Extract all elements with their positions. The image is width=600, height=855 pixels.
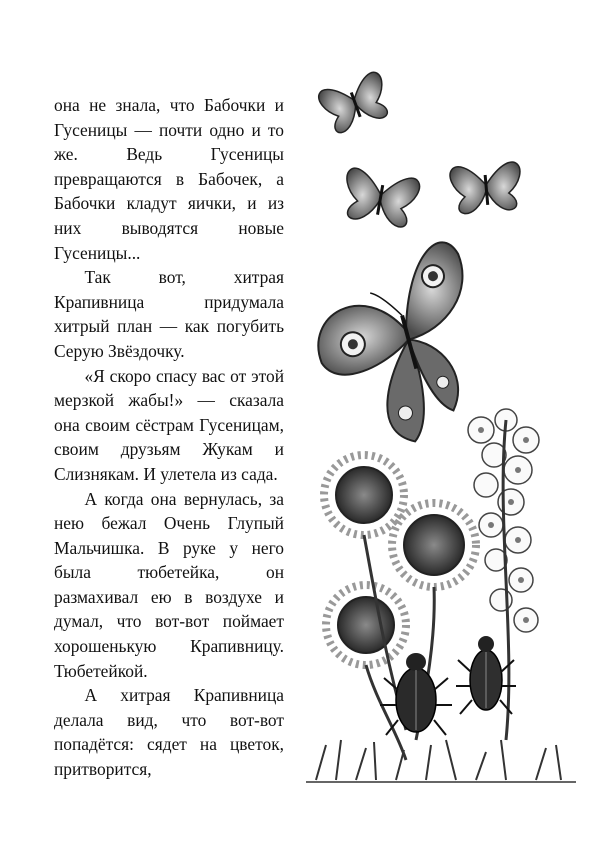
illustration-drawing [296, 40, 586, 800]
dark-flower-3 [326, 585, 406, 665]
butterfly-small-3 [449, 161, 523, 214]
butterfly-small-2 [340, 167, 421, 229]
illustration [296, 40, 586, 800]
paragraph-3: «Я скоро спасу вас от этой мерзкой жабы!» — сказала она своим сёстрам Гусеницам, своим друзьям Жукам и Слизнякам. И улетела из сада. [54, 365, 284, 484]
paragraph-1: она не знала, что Бабочки и Гусеницы — почти одно и то же. Ведь Гусеницы превращаются в Бабочек, а Бабочки кладут яички, и из них выводятся новые Гусеницы... [54, 95, 284, 263]
butterfly-small-1 [317, 70, 394, 136]
paragraph-5: А хитрая Крапивница делала вид, что вот-вот попадётся: сядет на цветок, притворится, [54, 685, 284, 780]
dark-flower-2 [392, 503, 476, 587]
paragraph-4: А когда она вернулась, за нею бежал Очень Глупый Мальчишка. В руке у него была тюбетейка, он размахивал ею в воздухе и думал, что вот-вот поймает хорошенькую Крапивницу. Тюбетейкой. [54, 488, 284, 681]
paragraph-2: Так вот, хитрая Крапивница придумала хитрый план — как погубить Серую Звёздочку. [54, 267, 284, 361]
dark-flower-1 [324, 455, 404, 535]
body-text [54, 93, 284, 782]
ground-grass [306, 740, 576, 782]
